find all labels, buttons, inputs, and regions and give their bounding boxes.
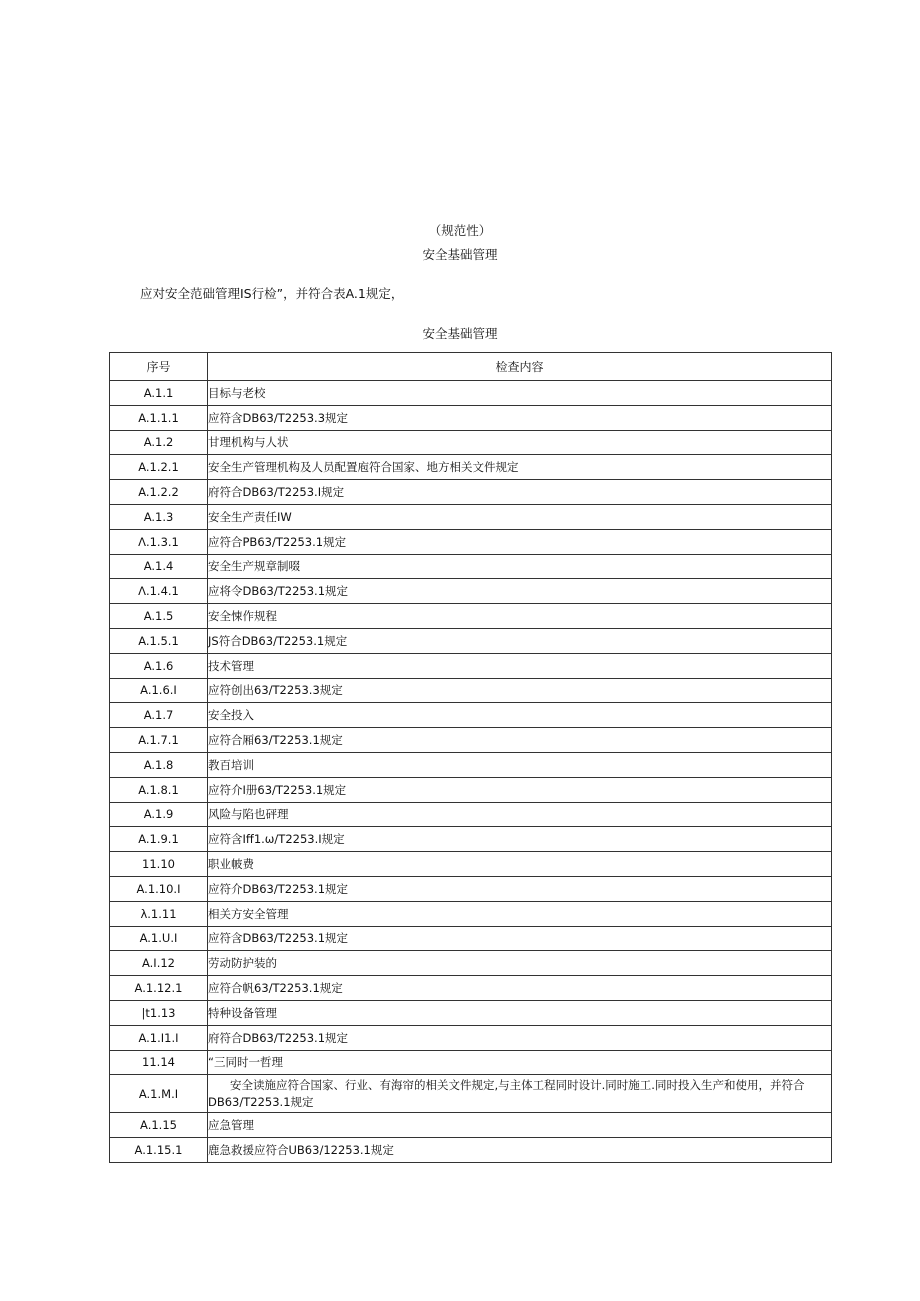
column-header-content: 检查内容 (208, 353, 832, 381)
column-header-code: 序号 (110, 353, 208, 381)
table-row (110, 1138, 832, 1163)
row-content: 安全投入 (208, 703, 832, 728)
row-code: 11.10 (110, 852, 208, 877)
row-code: A.1.10.I (110, 876, 208, 901)
table-row (110, 653, 832, 678)
row-content: 鹿急救援应符合UB63/12253.1规定 (208, 1138, 832, 1163)
table-row (110, 752, 832, 777)
table-row (110, 1050, 832, 1075)
row-code: A.1.5 (110, 604, 208, 629)
table-row (110, 728, 832, 753)
row-content: 应符含DB63/T2253.3规定 (208, 405, 832, 430)
row-code: A.1.3 (110, 504, 208, 529)
row-code: A.1.6.I (110, 678, 208, 703)
row-code: A.1.2.1 (110, 455, 208, 480)
row-code: |t1.13 (110, 1000, 208, 1025)
row-content: 劳动防护装的 (208, 951, 832, 976)
table-row (110, 703, 832, 728)
table-row (110, 852, 832, 877)
table-row (110, 926, 832, 951)
table-row (110, 1075, 832, 1113)
row-content: 风险与陷也砰理 (208, 802, 832, 827)
row-code: A.1.9.1 (110, 827, 208, 852)
table-row (110, 504, 832, 529)
table-row (110, 1025, 832, 1050)
row-content: 安全生产责任IW (208, 504, 832, 529)
row-code: A.1.12.1 (110, 976, 208, 1001)
row-content: 安全读施应符合国家、行业、有海帘的相关文件规定,与主体工程同时设计.同时施工.同时投入生产和使用，并符合DB63/T2253.1规定 (208, 1075, 832, 1113)
row-code: Λ.1.3.1 (110, 529, 208, 554)
row-content: 应符合帆63/T2253.1规定 (208, 976, 832, 1001)
row-code: Λ.1.4.1 (110, 579, 208, 604)
table-row (110, 1113, 832, 1138)
table-row (110, 628, 832, 653)
inspection-table (109, 352, 832, 1163)
row-content: 应符介DB63/T2253.1规定 (208, 876, 832, 901)
table-header-row (110, 353, 832, 381)
row-content: 安全悚作规程 (208, 604, 832, 629)
row-content: 府符合DB63/T2253.I规定 (208, 480, 832, 505)
row-content: 应符创出63/T2253.3规定 (208, 678, 832, 703)
table-row (110, 1000, 832, 1025)
row-code: A.1.1 (110, 381, 208, 406)
row-code: A.1.9 (110, 802, 208, 827)
row-code: A.1.8 (110, 752, 208, 777)
table-row (110, 777, 832, 802)
row-content: 安全生产管理机构及人员配置庖符合国家、地方相关文件规定 (208, 455, 832, 480)
row-content: 技术管理 (208, 653, 832, 678)
table-row (110, 604, 832, 629)
table-row (110, 901, 832, 926)
row-code: A.1.4 (110, 554, 208, 579)
row-content: 应符合厢63/T2253.1规定 (208, 728, 832, 753)
row-content: 应符合PB63/T2253.1规定 (208, 529, 832, 554)
row-content: 应符含DB63/T2253.1规定 (208, 926, 832, 951)
row-code: A.1.5.1 (110, 628, 208, 653)
row-content: 特种设备管理 (208, 1000, 832, 1025)
row-code: 11.14 (110, 1050, 208, 1075)
row-content: 府符合DB63/T2253.1规定 (208, 1025, 832, 1050)
row-code: A.I.12 (110, 951, 208, 976)
row-code: λ.1.11 (110, 901, 208, 926)
table-row (110, 802, 832, 827)
row-code: A.1.15.1 (110, 1138, 208, 1163)
row-content: JS符合DB63/T2253.1规定 (208, 628, 832, 653)
row-content: 应符介I册63/T2253.1规定 (208, 777, 832, 802)
table-caption: 安全基础管理 (422, 326, 498, 341)
row-content: 安全生产规章制啜 (208, 554, 832, 579)
table-row (110, 480, 832, 505)
section-title: 安全基础管理 (422, 247, 498, 262)
row-code: A.1.1.1 (110, 405, 208, 430)
table-row (110, 876, 832, 901)
row-code: A.1.2 (110, 430, 208, 455)
row-content: 职业帔费 (208, 852, 832, 877)
row-content: 应急管理 (208, 1113, 832, 1138)
table-body (110, 381, 832, 1163)
table-row (110, 951, 832, 976)
table-row (110, 579, 832, 604)
row-content: 相关方安全管理 (208, 901, 832, 926)
row-content: 应将令DB63/T2253.1规定 (208, 579, 832, 604)
table-row (110, 678, 832, 703)
row-content: 甘理机构与人状 (208, 430, 832, 455)
row-content: “三同时一哲理 (208, 1050, 832, 1075)
row-code: A.1.6 (110, 653, 208, 678)
row-content: 应符含Iff1.ω/T2253.I规定 (208, 827, 832, 852)
table-row (110, 554, 832, 579)
row-code: A.1.I1.I (110, 1025, 208, 1050)
row-content: 教百培训 (208, 752, 832, 777)
row-code: A.1.15 (110, 1113, 208, 1138)
table-row (110, 430, 832, 455)
table-row (110, 529, 832, 554)
row-code: A.1.2.2 (110, 480, 208, 505)
row-content: 目标与老校 (208, 381, 832, 406)
table-row (110, 827, 832, 852)
row-code: A.1.M.I (110, 1075, 208, 1113)
table-row (110, 405, 832, 430)
row-code: A.1.7.1 (110, 728, 208, 753)
table-row (110, 976, 832, 1001)
row-code: A.1.U.I (110, 926, 208, 951)
row-code: A.1.8.1 (110, 777, 208, 802)
table-row (110, 381, 832, 406)
appendix-label: （规范性） (428, 223, 492, 238)
intro-paragraph: 应对安全范础管理IS行检”，并符合表A.1规定， (140, 286, 404, 301)
row-code: A.1.7 (110, 703, 208, 728)
table-row (110, 455, 832, 480)
